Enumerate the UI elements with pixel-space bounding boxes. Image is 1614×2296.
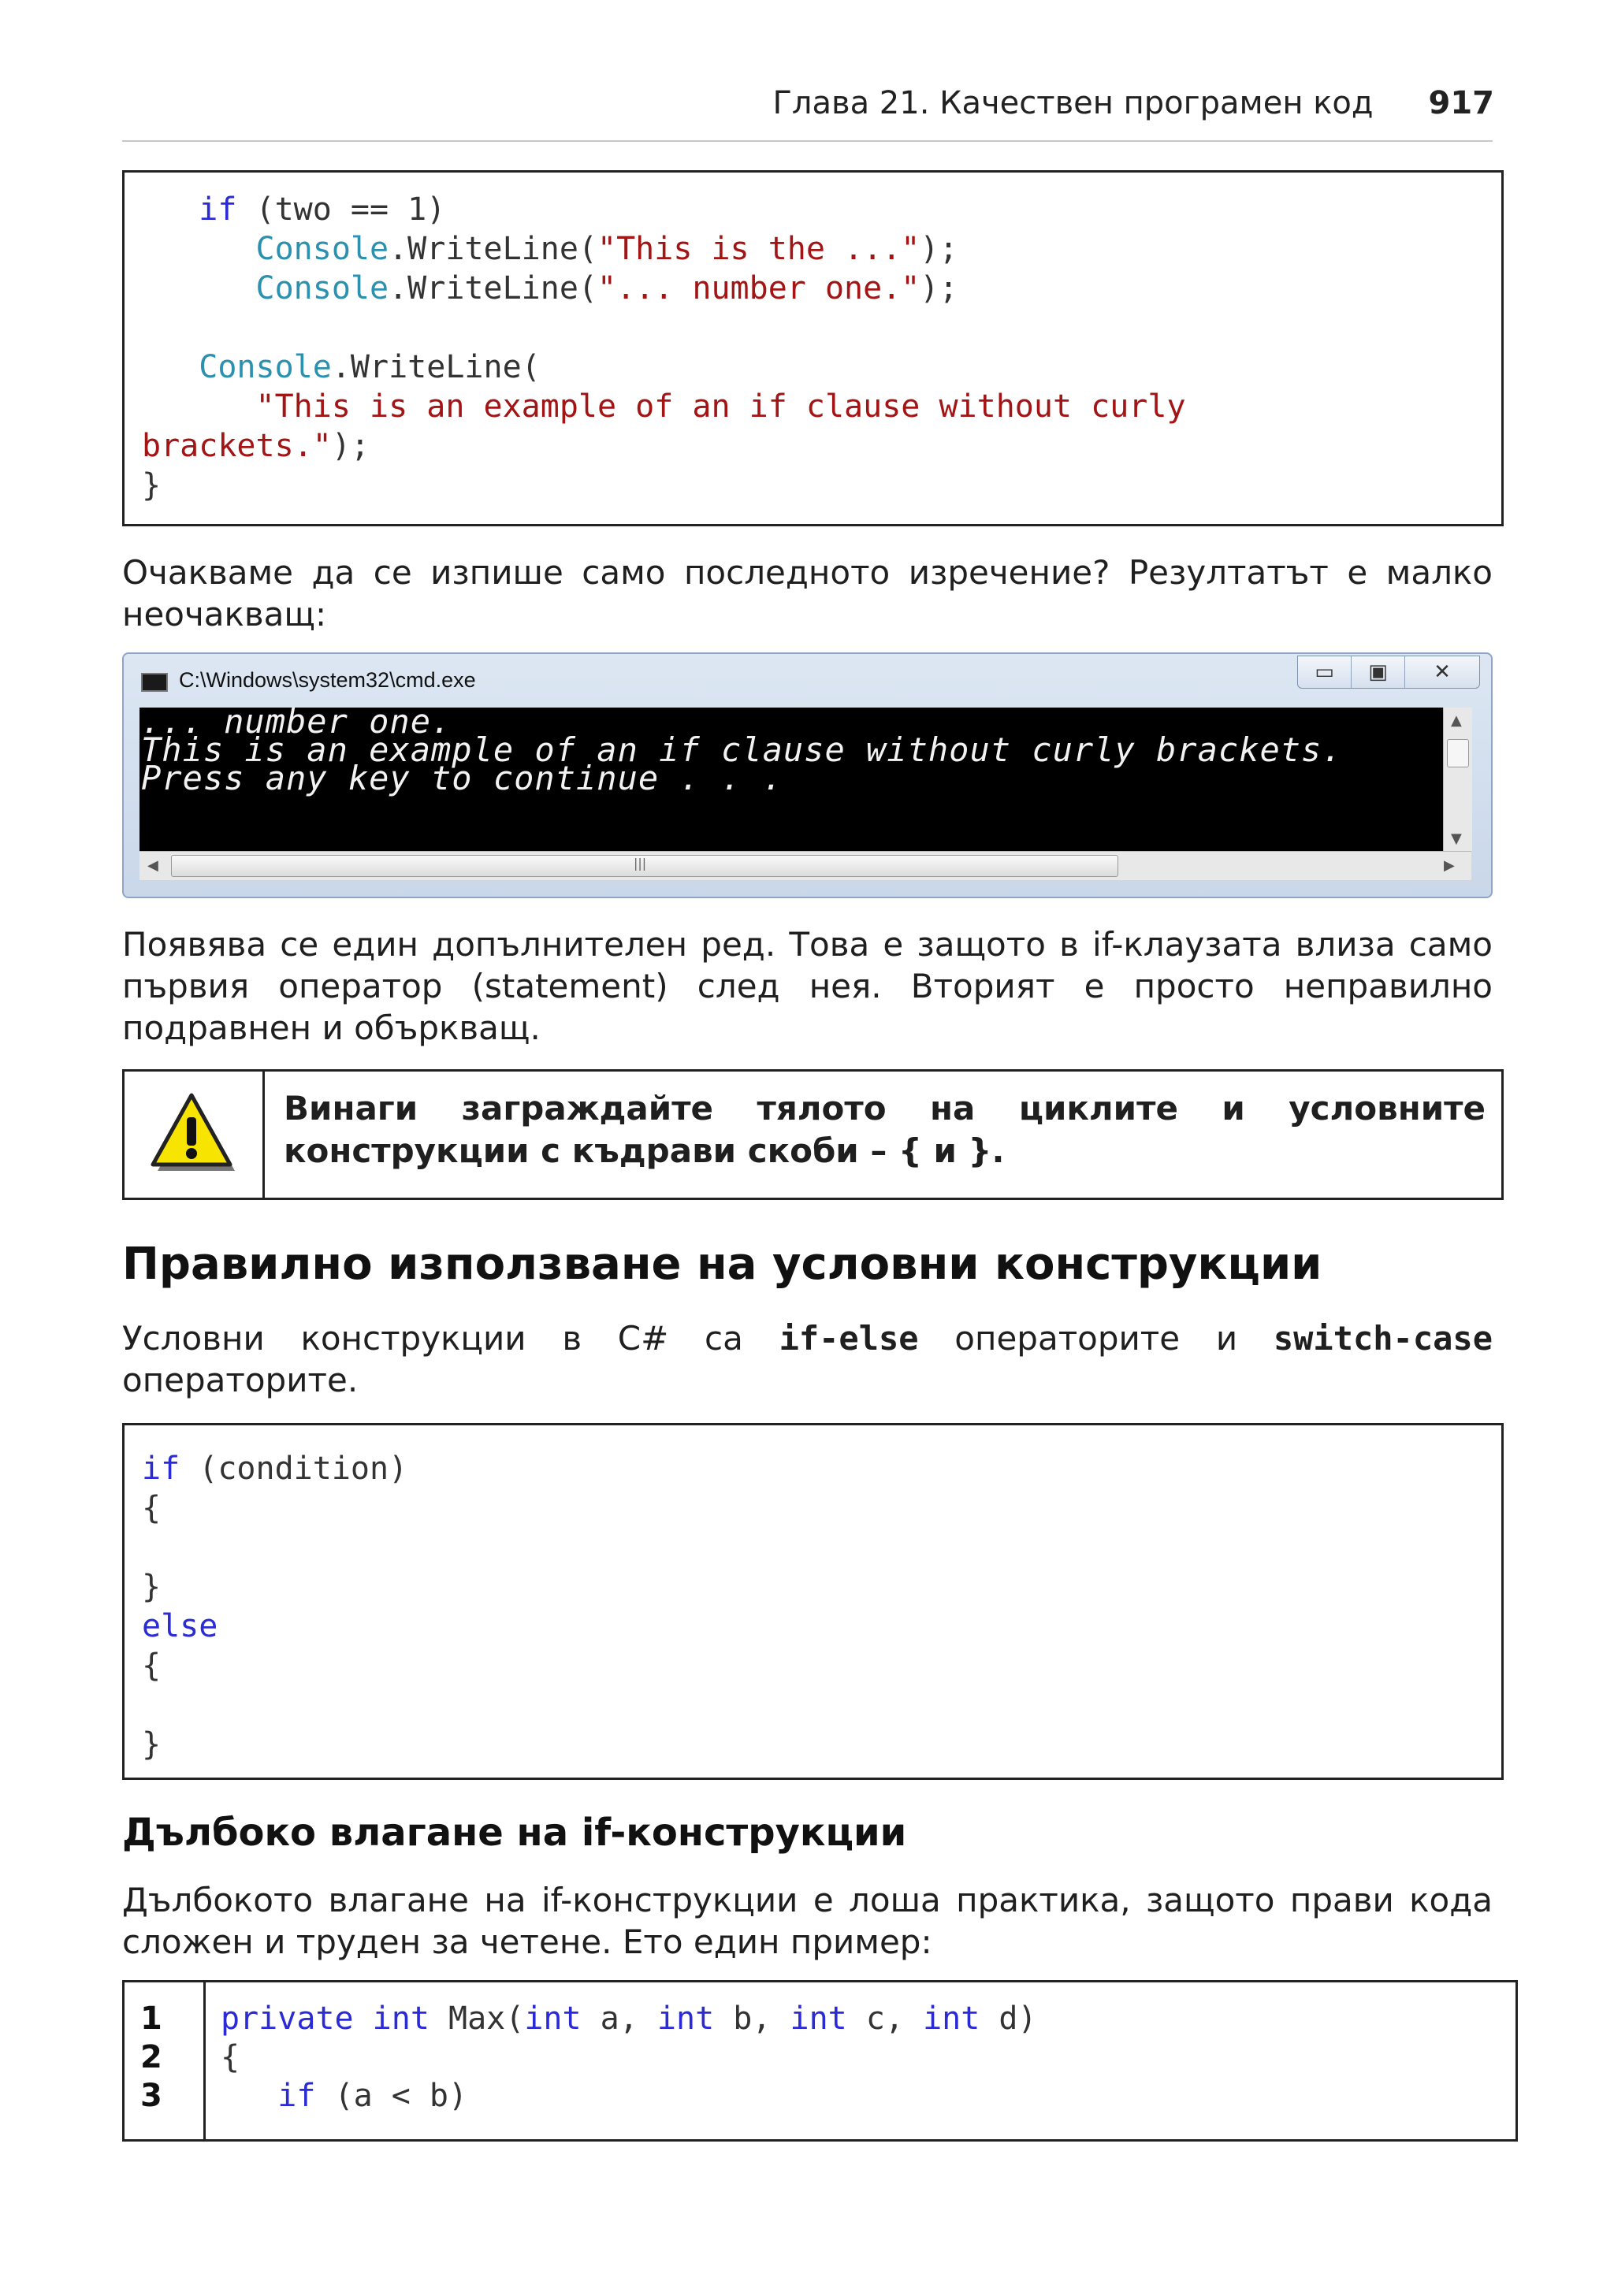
code-listing <box>142 1449 407 1764</box>
page-number: 917 <box>1428 85 1494 121</box>
code-text: .WriteLine( <box>389 231 597 267</box>
console-line: This is an example of an if clause without curly brackets. <box>141 730 1343 769</box>
code-text: { <box>142 1648 162 1684</box>
line-number-column <box>125 1982 206 2139</box>
paragraph-conditionals <box>122 1317 1493 1401</box>
horizontal-scroll-thumb[interactable] <box>171 855 1118 877</box>
code-keyword: int <box>923 2001 980 2037</box>
minimize-button[interactable]: ▭ <box>1298 656 1352 688</box>
code-string: brackets." <box>142 428 332 464</box>
vertical-scrollbar[interactable] <box>1443 708 1472 851</box>
code-string: "This is the ..." <box>597 231 920 267</box>
code-keyword: else <box>142 1608 218 1644</box>
code-text: (two == 1) <box>236 191 446 228</box>
code-keyword: if <box>277 2078 316 2114</box>
subsection-heading: Дълбоко влагане на if-конструкции <box>122 1811 907 1855</box>
code-type: Console <box>199 349 332 385</box>
console-text <box>141 702 1343 797</box>
paragraph-expectation: Очакваме да се изпише само последното изречение? Резултатът е малко неочакващ: <box>122 553 1493 633</box>
paragraph-text: операторите. <box>122 1361 359 1399</box>
line-number: 1 <box>140 2001 162 2037</box>
line-number: 2 <box>140 2039 162 2075</box>
note-text: Винаги заграждайте тялото на циклите и условните конструкции с къдрави скоби – { и }. <box>284 1089 1486 1170</box>
code-text: d) <box>980 2001 1037 2037</box>
window-title: C:\Windows\system32\cmd.exe <box>179 668 476 692</box>
code-type: Console <box>255 270 389 307</box>
section-heading: Правилно използване на условни конструкции <box>122 1239 1322 1290</box>
inline-code: switch-case <box>1273 1319 1493 1358</box>
code-text: .WriteLine( <box>331 349 541 385</box>
close-button[interactable]: ✕ <box>1434 660 1451 684</box>
code-text: } <box>142 467 162 503</box>
code-text: (a < b) <box>315 2078 468 2114</box>
code-keyword: private <box>221 2001 354 2037</box>
code-text: { <box>221 2039 240 2075</box>
code-keyword: if <box>199 191 237 228</box>
code-text: ); <box>920 231 958 267</box>
scroll-right-icon[interactable]: ▶ <box>1444 857 1455 874</box>
paragraph-text: операторите и <box>918 1319 1274 1358</box>
code-type: Console <box>255 231 389 267</box>
code-text: ); <box>920 270 958 307</box>
code-text: { <box>142 1490 162 1526</box>
warning-note <box>122 1069 1504 1200</box>
code-keyword: if <box>142 1451 180 1487</box>
paragraph-explanation: Появява се един допълнителен ред. Това е защото в if-клаузата влиза само първия оператор (statement) след нея. Вторият е просто неправилно подравнен и объркващ. <box>122 925 1493 1047</box>
code-text: Max( <box>429 2001 525 2037</box>
inline-code: if-else <box>779 1319 919 1358</box>
code-keyword: int <box>524 2001 582 2037</box>
code-text: b, <box>714 2001 790 2037</box>
maximize-button[interactable]: ▣ <box>1352 656 1405 688</box>
code-listing <box>142 190 1186 505</box>
scroll-down-icon[interactable]: ▼ <box>1451 830 1462 847</box>
code-string: "... number one." <box>597 270 920 307</box>
code-block-if-example <box>122 170 1504 526</box>
code-string: "This is an example of an if clause without curly <box>255 388 1186 425</box>
code-keyword: int <box>656 2001 715 2037</box>
console-line: ... number one. <box>141 702 452 741</box>
running-header <box>773 85 1494 121</box>
code-text: c, <box>846 2001 924 2037</box>
line-number: 3 <box>140 2078 162 2114</box>
code-text: } <box>142 1569 162 1605</box>
header-divider <box>122 140 1493 142</box>
scroll-grip-icon: ||| <box>634 856 647 871</box>
code-text: a, <box>581 2001 657 2037</box>
code-block-max <box>122 1980 1518 2142</box>
cmd-icon <box>141 673 168 692</box>
console-output <box>139 702 1443 851</box>
paragraph-text: Условни конструкции в C# са <box>122 1319 779 1358</box>
console-window <box>122 652 1493 898</box>
horizontal-scrollbar[interactable] <box>139 851 1471 880</box>
chapter-title: Глава 21. Качествен програмен код <box>772 85 1374 121</box>
note-divider <box>262 1072 265 1198</box>
scroll-left-icon[interactable]: ◀ <box>147 857 158 874</box>
code-listing <box>221 2000 1037 2116</box>
code-keyword: int <box>372 2001 430 2037</box>
console-line: Press any key to continue . . . <box>141 759 783 797</box>
scroll-up-icon[interactable]: ▲ <box>1451 712 1462 729</box>
code-text: ); <box>331 428 370 464</box>
warning-icon <box>150 1090 236 1177</box>
vertical-scroll-thumb[interactable] <box>1447 739 1469 767</box>
code-text: } <box>142 1726 162 1763</box>
code-text: .WriteLine( <box>389 270 597 307</box>
code-text: (condition) <box>180 1451 408 1487</box>
line-numbers <box>140 2000 162 2116</box>
paragraph-deep-nesting: Дълбокото влагане на if-конструкции е лоша практика, защото прави кода сложен и труден за четене. Ето един пример: <box>122 1881 1493 1961</box>
code-block-if-else <box>122 1423 1504 1780</box>
code-keyword: int <box>790 2001 847 2037</box>
window-controls <box>1297 656 1480 689</box>
